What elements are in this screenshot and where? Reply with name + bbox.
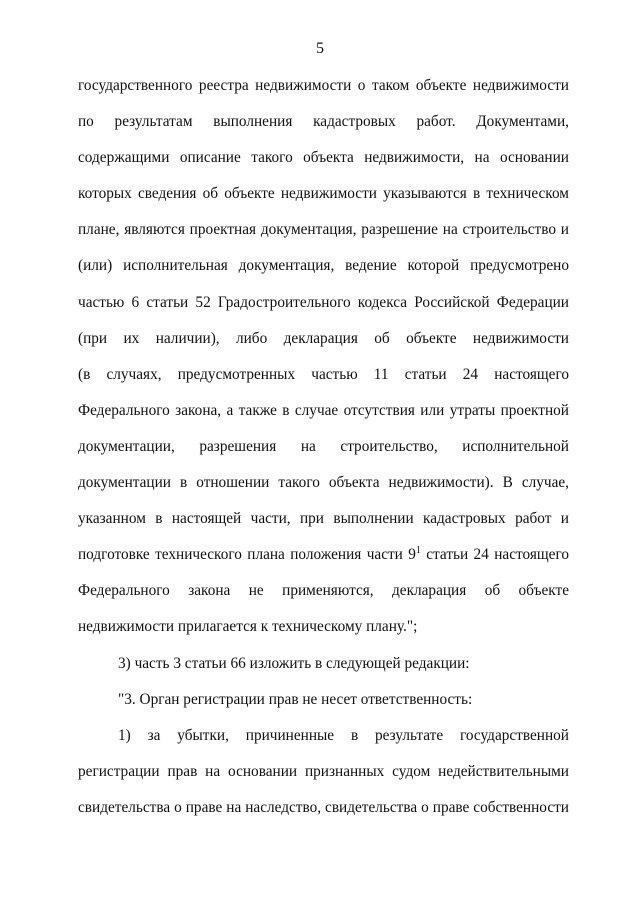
superscript: 1: [415, 545, 421, 557]
text-line: которых сведения об объекте недвижимости указываются в техническом: [78, 185, 569, 203]
text-line: (в случаях, предусмотренных частью 11 статьи 24 настоящего: [78, 365, 569, 383]
text-segment: подготовке технического плана положения части 9: [78, 546, 416, 564]
text-line-with-superscript: [78, 537, 569, 573]
paragraph-first-line: 1) за убытки, причиненные в результате государственной: [118, 726, 569, 744]
text-line: по результатам выполнения кадастровых работ. Документами,: [78, 113, 569, 131]
text-line: Федерального закона не применяются, декларация об объекте: [78, 582, 569, 600]
text-line: государственного реестра недвижимости о таком объекте недвижимости: [78, 77, 569, 94]
text-line: Федерального закона, а также в случае отсутствия или утраты проектной: [78, 401, 569, 419]
text-line: содержащими описание такого объекта недвижимости, на основании: [78, 149, 569, 167]
text-line: частью 6 статьи 52 Градостроительного кодекса Российской Федерации: [78, 293, 569, 311]
text-line: регистрации прав на основании признанных судом недействительными: [78, 762, 569, 780]
text-line: плане, являются проектная документация, разрешение на строительство и: [78, 221, 569, 239]
text-line: документации в отношении такого объекта недвижимости). В случае,: [78, 474, 569, 492]
document-body: [78, 68, 569, 826]
paragraph-last-line: недвижимости прилагается к техническому плану.";: [78, 618, 418, 636]
paragraph-line: 3) часть 3 статьи 66 изложить в следующей редакции:: [118, 654, 470, 672]
text-line: документации, разрешения на строительство, исполнительной: [78, 437, 569, 455]
text-line: указанном в настоящей части, при выполнении кадастровых работ и: [78, 510, 569, 528]
paragraph-line: "3. Орган регистрации прав не несет ответственность:: [118, 690, 473, 708]
text-line: свидетельства о праве на наследство, свидетельства о праве собственности: [78, 798, 569, 816]
page-number: 5: [316, 40, 324, 57]
text-segment: статьи 24 настоящего: [420, 546, 569, 564]
text-line: (или) исполнительная документация, ведение которой предусмотрено: [78, 257, 569, 275]
text-line: (при их наличии), либо декларация об объекте недвижимости: [78, 329, 569, 347]
